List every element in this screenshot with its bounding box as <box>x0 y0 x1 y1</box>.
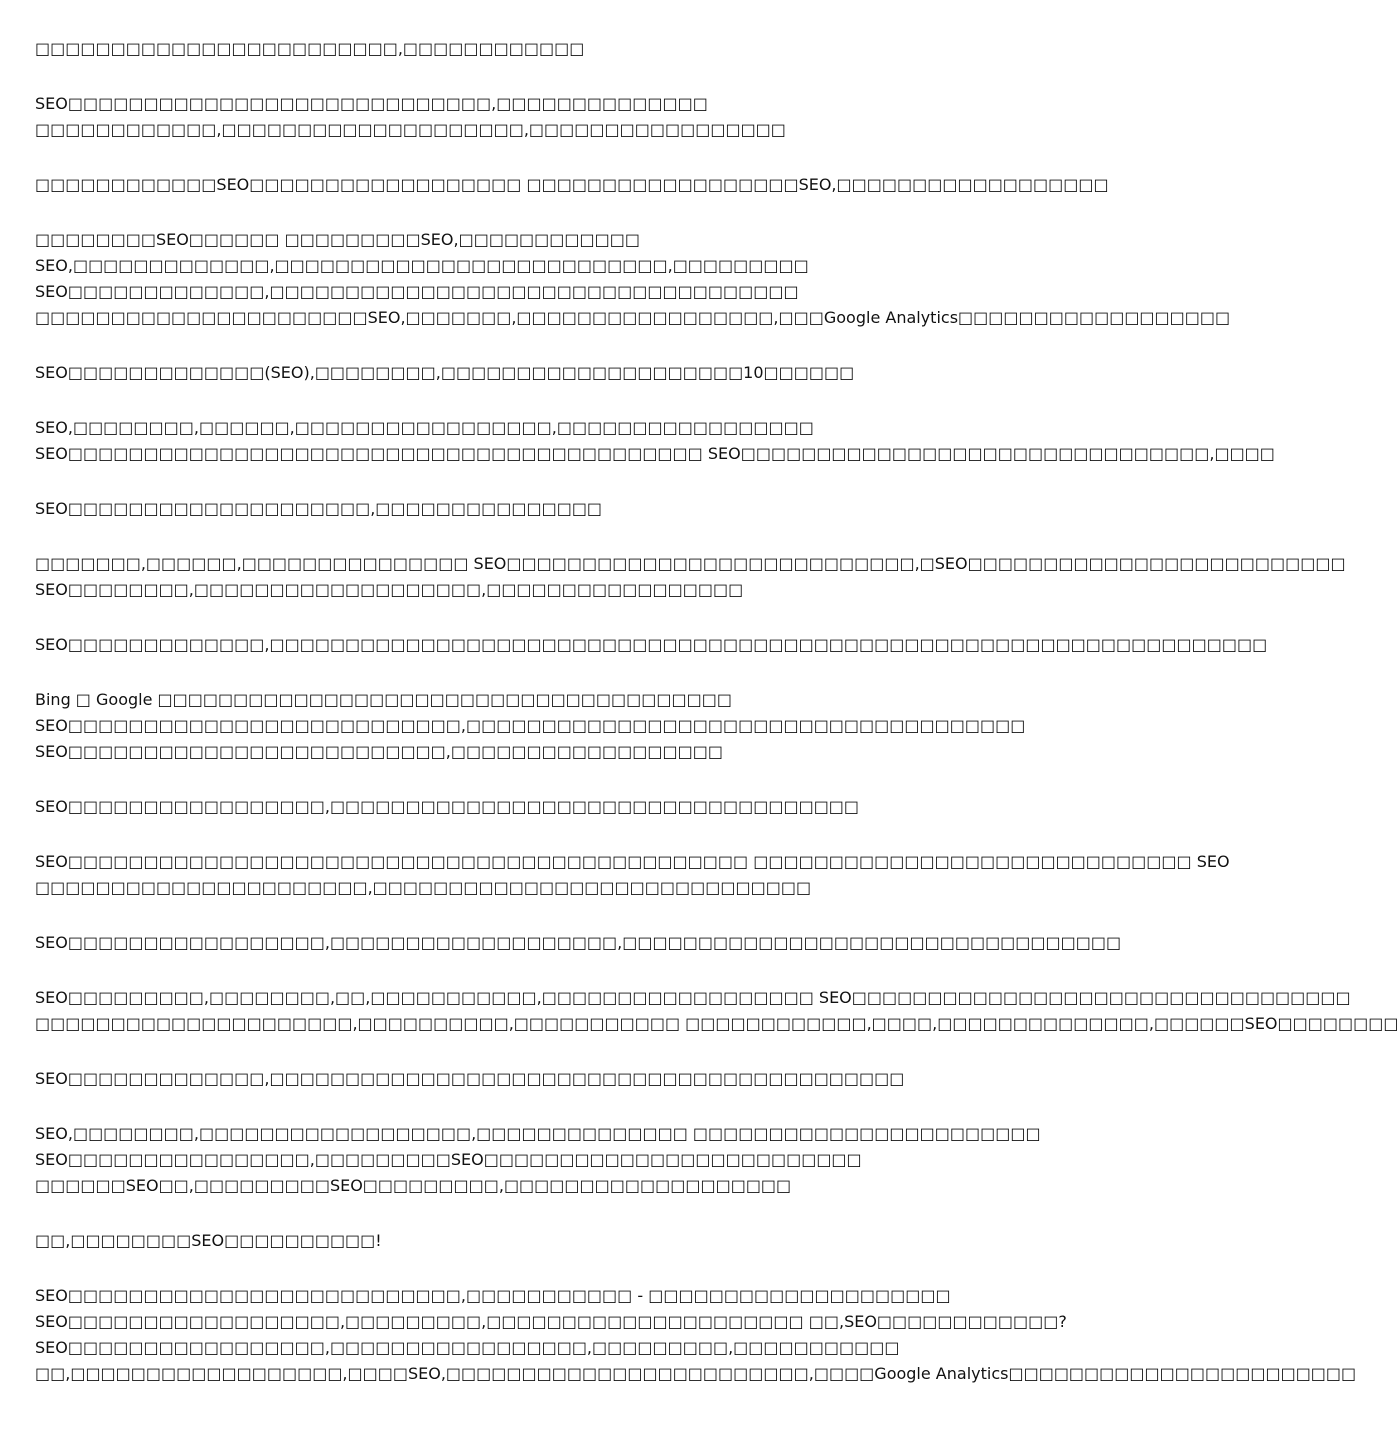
paragraph <box>35 687 1026 765</box>
paragraph <box>35 632 1268 658</box>
text-line: SEO□□□□□□□□□□□□□□□□□□□□□□□□□□,□□□□□□□□□□□□□□□□□□□□□□□□□□□□□□□□□□□□□ <box>35 716 1026 735</box>
text-line: □□,□□□□□□□□SEO□□□□□□□□□□! <box>35 1231 382 1250</box>
text-line: SEO,□□□□□□□□,□□□□□□□□□□□□□□□□□□,□□□□□□□□□□□□□□ □□□□□□□□□□□□□□□□□□□□□□□ <box>35 1124 1041 1143</box>
text-line: SEO□□□□□□□□□□□□□,□□□□□□□□□□□□□□□□□□□□□□□□□□□□□□□□□□□ <box>35 282 799 301</box>
text-line: □□□□□□□□□□□□SEO□□□□□□□□□□□□□□□□□□ □□□□□□□□□□□□□□□□□□SEO,□□□□□□□□□□□□□□□□□□ <box>35 175 1109 194</box>
text-line: □□□□□□□□□□□□□□□□□□□□□,□□□□□□□□□□,□□□□□□□□□□□ □□□□□□□□□□□□,□□□□,□□□□□□□□□□□□□□,□□□□□□SEO□□□□□□□□ <box>35 1014 1398 1033</box>
paragraph <box>35 415 1275 467</box>
paragraph <box>35 551 1346 603</box>
text-line: □□□□□□SEO□□,□□□□□□□□□SEO□□□□□□□□□,□□□□□□□□□□□□□□□□□□□ <box>35 1176 792 1195</box>
paragraph <box>35 1283 1357 1387</box>
text-line: SEO□□□□□□□□□□□□□□□□□□□□□□□□□□□□□□□□□□□□□□□□□□ SEO□□□□□□□□□□□□□□□□□□□□□□□□□□□□□□□,□□□□ <box>35 444 1275 463</box>
text-line: SEO,□□□□□□□□,□□□□□□,□□□□□□□□□□□□□□□□□,□□□□□□□□□□□□□□□□□ <box>35 418 814 437</box>
paragraph <box>35 360 995 386</box>
paragraph <box>35 1066 995 1092</box>
paragraph <box>35 1228 995 1254</box>
text-line: SEO□□□□□□□□□□□□□□□□□□,□□□□□□□□□,□□□□□□□□□□□□□□□□□□□□□ □□,SEO□□□□□□□□□□□□? <box>35 1312 1067 1331</box>
text-line: SEO□□□□□□□□□□□□□□□□,□□□□□□□□□SEO□□□□□□□□□□□□□□□□□□□□□□□□□ <box>35 1150 862 1169</box>
text-line: Bing □ Google □□□□□□□□□□□□□□□□□□□□□□□□□□□□□□□□□□□□□□ <box>35 690 732 709</box>
paragraph <box>35 227 1231 331</box>
text-line: SEO□□□□□□□□□□□□□,□□□□□□□□□□□□□□□□□□□□□□□□□□□□□□□□□□□□□□□□□□ <box>35 1069 905 1088</box>
text-line: SEO□□□□□□□□□□□□□,□□□□□□□□□□□□□□□□□□□□□□□□□□□□□□□□□□□□□□□□□□□□□□□□□□□□□□□□□□□□□□□□□□ <box>35 635 1268 654</box>
paragraph <box>35 985 1398 1037</box>
text-line: □□□□□□□□□□□□□□□□□□□□□□SEO,□□□□□□□,□□□□□□□□□□□□□□□□□,□□□Google Analytics□□□□□□□□□□□□□□□□□□ <box>35 308 1231 327</box>
paragraph <box>35 36 995 62</box>
document-body <box>35 36 1398 1416</box>
text-line: SEO□□□□□□□□□□□□□(SEO),□□□□□□□□,□□□□□□□□□□□□□□□□□□□□10□□□□□□ <box>35 363 855 382</box>
text-line: SEO□□□□□□□□□□□□□□□□□□□□□□□□□□□□□□□□□□□□□□□□□□□□□ □□□□□□□□□□□□□□□□□□□□□□□□□□□□□ SEO <box>35 852 1230 871</box>
text-line: SEO□□□□□□□□□□□□□□□□□,□□□□□□□□□□□□□□□□□,□□□□□□□□□,□□□□□□□□□□□ <box>35 1338 900 1357</box>
text-line: □□□□□□□□□□□□□□□□□□□□□□,□□□□□□□□□□□□□□□□□□□□□□□□□□□□□ <box>35 878 812 897</box>
text-line: SEO□□□□□□□□□,□□□□□□□□,□□,□□□□□□□□□□□,□□□□□□□□□□□□□□□□□□ SEO□□□□□□□□□□□□□□□□□□□□□□□□□□□□□□□□□ <box>35 988 1351 1007</box>
text-line: SEO□□□□□□□□□□□□□□□□□,□□□□□□□□□□□□□□□□□□□,□□□□□□□□□□□□□□□□□□□□□□□□□□□□□□□□□ <box>35 933 1122 952</box>
text-line: SEO□□□□□□□□□□□□□□□□□□□□□□□□□,□□□□□□□□□□□□□□□□□□ <box>35 742 723 761</box>
text-line: □□□□□□□□□□□□□□□□□□□□□□□□,□□□□□□□□□□□□ <box>35 39 585 58</box>
paragraph <box>35 496 995 522</box>
text-line: □□□□□□□□SEO□□□□□□ □□□□□□□□□SEO,□□□□□□□□□□□□ <box>35 230 640 249</box>
text-line: SEO□□□□□□□□□□□□□□□□□,□□□□□□□□□□□□□□□□□□□□□□□□□□□□□□□□□□□ <box>35 797 860 816</box>
paragraph <box>35 172 1109 198</box>
text-line: SEO□□□□□□□□□□□□□□□□□□□□□□□□□□□□,□□□□□□□□□□□□□□ <box>35 94 708 113</box>
paragraph <box>35 1121 1041 1199</box>
paragraph <box>35 849 1230 901</box>
text-line: SEO□□□□□□□□□□□□□□□□□□□□,□□□□□□□□□□□□□□□ <box>35 499 603 518</box>
text-line: SEO,□□□□□□□□□□□□□,□□□□□□□□□□□□□□□□□□□□□□□□□□,□□□□□□□□□ <box>35 256 809 275</box>
text-line: □□,□□□□□□□□□□□□□□□□□□,□□□□SEO,□□□□□□□□□□□□□□□□□□□□□□□□,□□□□Google Analytics□□□□□□□□□□□□□□□□□□□□□□□ <box>35 1364 1357 1383</box>
text-line: SEO□□□□□□□□,□□□□□□□□□□□□□□□□□□□,□□□□□□□□□□□□□□□□□ <box>35 580 744 599</box>
text-line: □□□□□□□,□□□□□□,□□□□□□□□□□□□□□□ SEO□□□□□□□□□□□□□□□□□□□□□□□□□□□,□SEO□□□□□□□□□□□□□□□□□□□□□□□□□ <box>35 554 1346 573</box>
text-line: SEO□□□□□□□□□□□□□□□□□□□□□□□□□□,□□□□□□□□□□□ - □□□□□□□□□□□□□□□□□□□□ <box>35 1286 951 1305</box>
text-line: □□□□□□□□□□□□,□□□□□□□□□□□□□□□□□□□□,□□□□□□□□□□□□□□□□□ <box>35 120 786 139</box>
paragraph <box>35 930 1122 956</box>
paragraph <box>35 794 995 820</box>
paragraph <box>35 91 995 143</box>
